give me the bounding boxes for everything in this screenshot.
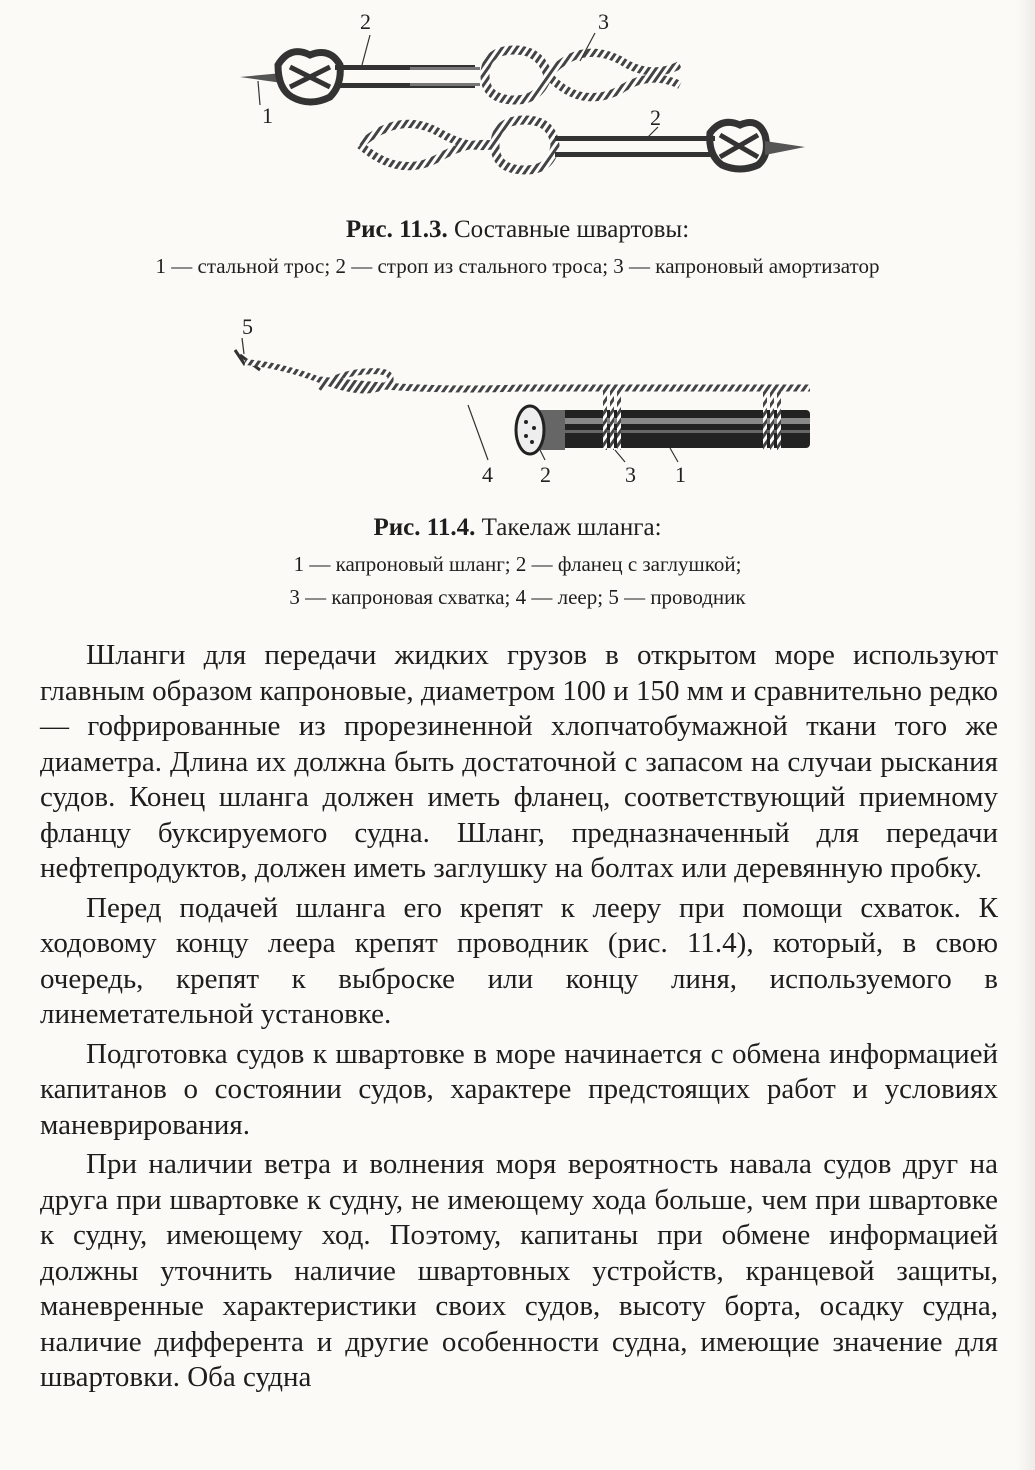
body-text — [40, 638, 998, 1400]
fig-label-2: 2 — [540, 462, 551, 487]
figure-11-3 — [230, 5, 810, 205]
fig-label-1: 1 — [675, 462, 686, 487]
figure-11-4 — [220, 310, 830, 490]
figure-11-3-number: Рис. 11.3. — [345, 216, 448, 243]
figure-11-4-title: Такелаж шланга: — [481, 514, 662, 541]
mooring-assembly-top — [240, 50, 680, 102]
page-edge-shadow — [1017, 0, 1035, 1470]
figure-11-4-caption — [0, 512, 1035, 544]
fig-label-4: 4 — [482, 462, 493, 487]
paragraph-3: Подготовка судов к швартовке в море начинается с обмена информацией капитанов о состоянии судов, характере предстоящих работ и условиях маневрирования. — [40, 1037, 998, 1141]
mooring-assembly-bottom — [360, 120, 805, 170]
fig-label-3: 3 — [598, 9, 609, 34]
paragraph-2: Перед подачей шланга его крепят к лееру при помощи схваток. К ходовому концу леера крепят проводник (рис. 11.4), который, в свою очередь, крепят к выброске или концу линя, используемого в линеметательной установке. — [40, 891, 998, 1030]
paragraph-4: При наличии ветра и волнения моря вероятность навала судов друг на друга при швартовке к судну, не имеющему хода больше, чем при швартовке к судну, имеющему ход. Поэтому, капитаны при обмене информацией должны уточнить наличие швартовных устройств, кранцевой защиты, маневренные характеристики своих судов, высоту борта, осадку судна, наличие дифферента и другие особенности судна, имеющие значение для швартовки. Оба судна — [40, 1148, 998, 1393]
hose-rigging-drawing — [235, 350, 810, 454]
paragraph-1: Шланги для передачи жидких грузов в открытом море используют главным образом капроновые, диаметром 100 и 150 мм и сравнительно редко — гофрированные из прорезиненной хлопчатобумажной ткани того же диаметра. Длина их должна быть достаточной с запасом на случаи рыскания судов. Конец шланга должен иметь фланец, соответствующий приемному фланцу буксируемого судна. Шланг, предназначенный для передачи нефтепродуктов, должен иметь заглушку на болтах или деревянную пробку. — [40, 639, 998, 884]
fig-label-3: 3 — [625, 462, 636, 487]
figure-11-3-legend: 1 — стальной трос; 2 — строп из стального троса; 3 — капроновый амортизатор — [155, 254, 880, 278]
figure-11-3-caption — [0, 214, 1035, 246]
figure-11-4-legend-line-2: 3 — капроновая схватка; 4 — леер; 5 — проводник — [289, 585, 746, 609]
figure-11-4-number: Рис. 11.4. — [373, 514, 476, 541]
fig-label-1: 1 — [262, 103, 273, 128]
fig-label-5: 5 — [242, 314, 253, 339]
fig-label-2b: 2 — [650, 105, 661, 130]
fig-label-2: 2 — [360, 9, 371, 34]
figure-11-4-legend-line-1: 1 — капроновый шланг; 2 — фланец с заглушкой; — [293, 552, 742, 576]
figure-11-3-title: Составные швартовы: — [453, 216, 690, 243]
